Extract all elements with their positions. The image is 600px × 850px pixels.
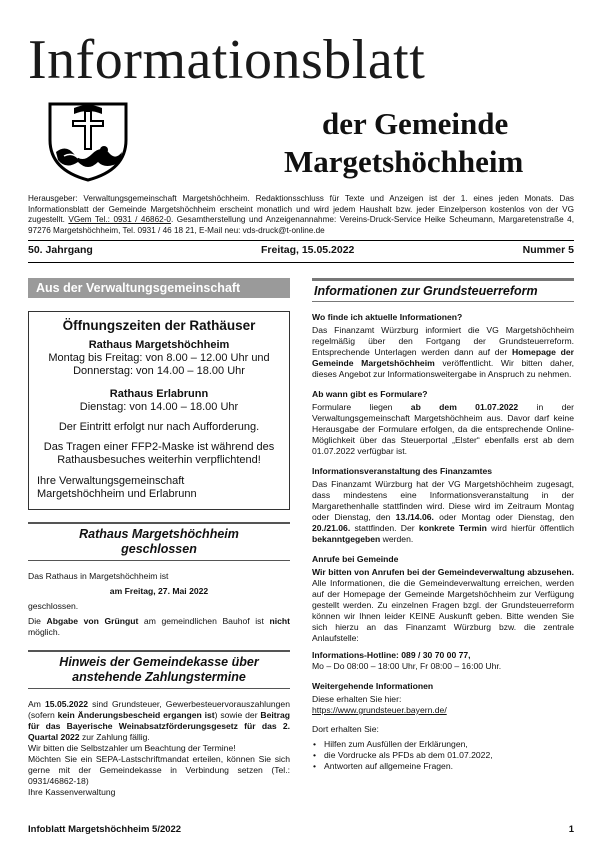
list-item: • Antworten auf allgemeine Fragen. [312, 761, 574, 772]
section-header-grundsteuer: Informationen zur Grundsteuerreform [312, 278, 574, 302]
town1-hours-line2: Donnerstag: von 14.00 – 18.00 Uhr [73, 365, 245, 378]
issue-row [28, 244, 574, 256]
dort-text: Dort erhalten Sie: [312, 724, 379, 734]
info-bullet-list [312, 739, 574, 772]
signature-line1: Ihre Verwaltungsgemeinschaft [37, 474, 185, 487]
mask-note-line1: Das Tragen einer FFP2-Maske ist während des [43, 441, 275, 454]
signature-line2: Margetshöchheim und Erlabrunn [37, 487, 197, 500]
q2-heading: Ab wann gibt es Formulare? [312, 389, 428, 399]
imprint [28, 194, 574, 236]
opening-hours-title: Öffnungszeiten der Rathäuser [62, 318, 256, 333]
town2-hours-line1: Dienstag: von 14.00 – 18.00 Uhr [79, 400, 239, 413]
closed-header-line1: Rathaus Margetshöchheim [79, 527, 239, 542]
closed-header [28, 522, 290, 561]
tax-text3: Möchten Sie ein SEPA-Lastschriftmandat erteilen, können Sie sich gerne mit der Gemeindekasse in Verbindung setzen (Tel.: 0931/46862-18) [28, 754, 290, 787]
q1-heading: Wo finde ich aktuelle Informationen? [312, 312, 463, 322]
town2-name: Rathaus Erlabrunn [109, 387, 209, 400]
hotline-line2: Mo – Do 08:00 – 18:00 Uhr, Fr 08:00 – 16:00 Uhr. [312, 661, 502, 671]
tax-header-line2: anstehende Zahlungstermine [72, 670, 246, 685]
town1-name: Rathaus Margetshöchheim [88, 339, 230, 351]
closed-header-line2: geschlossen [121, 542, 197, 557]
issue-date: Freitag, 15.05.2022 [261, 244, 355, 256]
masthead-subtitle-line1: der Gemeinde [322, 106, 509, 141]
header-divider-bottom [28, 262, 574, 263]
q5-heading: Weitergehende Informationen [312, 681, 434, 691]
tax-signature: Ihre Kassenverwaltung [28, 787, 116, 798]
q3-heading: Informationsveranstaltung des Finanzamtes [312, 466, 493, 476]
list-item: • die Vordrucke als PFDs ab dem 01.07.2022, [312, 750, 574, 761]
grundsteuer-link[interactable]: https://www.grundsteuer.bayern.de/ [312, 705, 447, 715]
imprint-text-b: . Gesamtherstellung und Anzeigenannahme: Vereins-Druck-Service Heike Scheumann, Margaretenstraße 4, 97276 Margetshöchheim, Tel. 0931 / 46 18 21, E-Mail neu: vds-druck@t-online.de [28, 215, 574, 235]
entry-note: Der Eintritt erfolgt nur nach Aufforderung. [58, 421, 260, 434]
q3-text: Das Finanzamt Würzburg hat der VG Margetshöchheim zugesagt, dass mindestens eine Informationsveranstaltung in der Margarethenhalle stattfinden wird. Diese wird im Zeitraum Montag oder Dienstag, den 13./14.06. oder Montag oder Dienstag, den 20./21.06. stattfinden. Der konkrete Termin wird hierfür öffentlich bekanntgegeben werden. [312, 479, 574, 544]
tax-header-line1: Hinweis der Gemeindekasse über [59, 655, 259, 670]
closed-text1: Das Rathaus in Margetshöchheim ist [28, 571, 169, 582]
page-number: 1 [568, 824, 574, 835]
imprint-phone-link[interactable]: VGem Tel.: 0931 / 46862-0 [68, 215, 171, 225]
q5-text: Diese erhalten Sie hier: [312, 694, 402, 704]
closed-text2: geschlossen. [28, 601, 79, 612]
opening-hours-box [28, 311, 290, 510]
tax-header [28, 650, 290, 689]
header-divider-top [28, 240, 574, 241]
hotline-line1: Informations-Hotline: 089 / 30 70 00 77, [312, 650, 471, 660]
left-column [28, 278, 290, 798]
q4-heading: Anrufe bei Gemeinde [312, 554, 399, 564]
mask-note-line2: Rathausbesuches weiterhin verpflichtend! [57, 454, 261, 467]
masthead-title: Informationsblatt [28, 29, 426, 91]
list-item: • Hilfen zum Ausfüllen der Erklärungen, [312, 739, 574, 750]
municipal-crest-icon [44, 100, 132, 182]
q1-text: Das Finanzamt Würzburg informiert die VG Margetshöchheim regelmäßig über den Fortgang der Grundsteuerreform. Entsprechende Unterlagen werden dann auf der Homepage der Gemeinde Margetshöchheim veröffentlicht. Wir bitten daher, dieses Angebot zur Informationsweitergabe in Anspruch zu nehmen. [312, 325, 574, 379]
q2-text: Formulare liegen ab dem 01.07.2022 in der Verwaltungsgemeinschaft Margetshöchheim aus. Davor darf keine Herausgabe der Formulare erfolgen, da die entsprechende Online-Möglichkeit über das Steuerportal „Elster“ ebenfalls erst ab dem 01.07.2022 verfügbar ist. [312, 402, 574, 456]
tax-text1: Am 15.05.2022 sind Grundsteuer, Gewerbesteuervorauszahlungen (sofern kein Änderungsbescheid ergangen ist) sowie der Beitrag für das Bayerische Weinabsatzförderungsgesetz für das 2. Quartal 2022 zur Zahlung fällig. [28, 699, 290, 743]
issue-number: Nummer 5 [522, 244, 574, 256]
section-header-verwaltung: Aus der Verwaltungsgemeinschaft [28, 278, 290, 298]
q4-text: Wir bitten von Anrufen bei der Gemeindeverwaltung abzusehen. Alle Informationen, die die Gemeindeverwaltung erreichen, werden auf der Homepage der Gemeinde Margetshöchheim zur Verfügung gestellt werden. Zu einzelnen Fragen bzgl. der Grundsteuerreform können wir Ihnen leider KEINE Auskunft geben. Bitte wenden Sie sich hierzu an das Finanzamt Würzburg bzw. die zentrale Anlaufstelle: [312, 567, 574, 643]
right-column [312, 278, 574, 772]
town1-hours-line1: Montag bis Freitag: von 8.00 – 12.00 Uhr und [48, 352, 270, 365]
masthead-subtitle-line2: Margetshöchheim [284, 144, 524, 179]
greenwaste-note: Die Abgabe von Grüngut am gemeindlichen Bauhof ist nicht möglich. [28, 616, 290, 638]
imprint-text-a: Herausgeber: Verwaltungsgemeinschaft Margetshöchheim. Redaktionsschluss für Texte und Anzeigen ist der 1. eines jeden Monats. Das Informationsblatt der Gemeinde Margetshöchheim erscheint monatlich und wird jedem Haushalt bzw. jeder Einzelperson kostenlos von der VG zugestellt. [28, 194, 574, 225]
tax-text2: Wir bitten die Selbstzahler um Beachtung der Termine! [28, 743, 236, 754]
closed-date: am Freitag, 27. Mai 2022 [109, 586, 209, 597]
issue-volume: 50. Jahrgang [28, 244, 93, 256]
footer-title: Infoblatt Margetshöchheim 5/2022 [28, 824, 182, 835]
page-footer [28, 824, 574, 835]
